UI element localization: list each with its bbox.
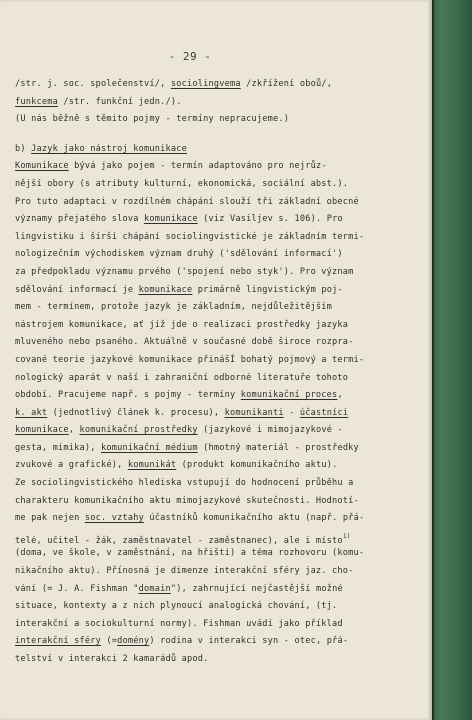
underlined-term: soc. vztahy bbox=[84, 513, 144, 524]
text-run: gesta, mimika), bbox=[15, 442, 101, 453]
underlined-term: komunikace bbox=[138, 284, 193, 295]
text-run: (produkt komunikačního aktu). bbox=[176, 460, 338, 471]
text-line bbox=[15, 528, 425, 546]
underlined-term: interakční sféry bbox=[15, 636, 101, 647]
text-run: účastníků komunikačního aktu (např. přá- bbox=[144, 513, 365, 524]
text-line bbox=[15, 264, 425, 282]
text-run: cované teorie jazykové komunikace přinášÍ bohatý pojmový a termi- bbox=[15, 354, 365, 365]
text-line bbox=[15, 493, 425, 511]
underlined-term: komunikační proces bbox=[240, 390, 338, 401]
text-line bbox=[15, 111, 425, 129]
text-line bbox=[15, 282, 425, 300]
text-run: , bbox=[68, 425, 80, 436]
text-run: (jazykové i mimojazykové - bbox=[197, 425, 343, 436]
text-run: sdělování informací je bbox=[15, 284, 139, 295]
footnote-marker: 1) bbox=[342, 532, 351, 540]
text-run: ) rodina v interakci syn - otec, přá- bbox=[149, 636, 349, 647]
book-cover bbox=[432, 0, 472, 720]
text-run: (jednotlivý článek k. procesu), bbox=[47, 407, 225, 418]
text-run: /str. j. soc. společenství/, bbox=[15, 79, 171, 89]
text-run: (= bbox=[100, 636, 118, 647]
text-line bbox=[15, 440, 425, 458]
text-run: nější obory (s atributy kulturní, ekonomická, sociální abst.). bbox=[15, 178, 349, 189]
underlined-term: komunikační prostředky bbox=[79, 425, 198, 436]
underlined-term: funkcema bbox=[15, 96, 58, 107]
typewritten-text bbox=[15, 76, 425, 669]
text-line bbox=[15, 211, 425, 229]
underlined-term: komunikační médium bbox=[100, 442, 198, 453]
text-run: vání (= J. A. Fishman " bbox=[15, 583, 139, 594]
underlined-term: Jazyk jako nástroj komunikace bbox=[31, 143, 187, 154]
text-line bbox=[15, 457, 425, 475]
text-line bbox=[15, 141, 425, 159]
text-run: nástrojem komunikace, ať již jde o realizaci prostředky jazyka bbox=[15, 319, 349, 330]
text-run: me pak nejen bbox=[15, 513, 85, 524]
text-run: charakteru komunikačního aktu mimojazykové skutečnosti. Hodnotí- bbox=[15, 495, 359, 506]
text-line bbox=[15, 563, 425, 581]
text-run: lingvistiku i širší chápání sociolingvistické je základním termi- bbox=[15, 231, 365, 242]
text-run: významy přejatého slova bbox=[15, 214, 144, 225]
underlined-term: komunikát bbox=[127, 460, 177, 471]
text-line bbox=[15, 616, 425, 634]
text-line bbox=[15, 94, 425, 112]
text-run: , bbox=[337, 390, 343, 401]
text-line bbox=[15, 475, 425, 493]
text-run: (viz Vasiljev s. 106). Pro bbox=[197, 214, 343, 225]
text-run: telé, učitel - žák, zaměstnavatel - zaměstnanec), ale i místo bbox=[15, 535, 343, 546]
text-line bbox=[15, 370, 425, 388]
text-run: primárně lingvistickým poj- bbox=[192, 284, 343, 295]
text-run: nologizečním východiskem význam druhý ('sdělování informací') bbox=[15, 249, 343, 260]
page-number: - 29 - bbox=[168, 50, 212, 63]
underlined-term: domény bbox=[117, 636, 150, 647]
text-line bbox=[15, 581, 425, 599]
text-run: (U nás běžně s těmito pojmy - termíny nepracujeme.) bbox=[15, 114, 290, 125]
text-run: zvukové a grafické), bbox=[15, 460, 128, 471]
text-run: za předpokladu významu prvého ('spojení nebo styk'). Pro význam bbox=[15, 266, 354, 277]
text-run: telství v interakci 2 kamarádů apod. bbox=[15, 654, 209, 664]
paragraph-gap bbox=[15, 129, 425, 141]
underlined-term: k. akt bbox=[15, 407, 48, 418]
text-run: bývá jako pojem - termín adaptováno pro nejrůz- bbox=[68, 161, 327, 172]
text-run: Pro tuto adaptaci v rozdílném chápání slouží tři základní obecné bbox=[15, 196, 359, 207]
text-run: nologický aparát v naší i zahraniční odborné literatuře tohoto bbox=[15, 372, 349, 383]
text-line bbox=[15, 317, 425, 335]
underlined-term: komunikace bbox=[143, 214, 198, 225]
text-line bbox=[15, 633, 425, 651]
text-line bbox=[15, 194, 425, 212]
text-run: /zkřížení oboů/, bbox=[240, 79, 333, 89]
text-run: "), zahrnující nejčastější možné bbox=[170, 583, 343, 594]
text-line bbox=[15, 176, 425, 194]
text-run: mluveného nebo psaného. Aktuálně v současné době široce rozpra- bbox=[15, 337, 354, 348]
underlined-term: komunikanti bbox=[224, 407, 284, 418]
text-run: období. Pracujeme např. s pojmy - termíny bbox=[15, 390, 241, 401]
text-run: interakční a sociokulturní normy). Fishman uvádí jako příklad bbox=[15, 618, 343, 629]
text-run: - bbox=[283, 407, 300, 418]
text-line bbox=[15, 158, 425, 176]
text-line bbox=[15, 352, 425, 370]
text-line bbox=[15, 229, 425, 247]
text-line bbox=[15, 334, 425, 352]
text-run: nikačního aktu). Přínosná je dimenze interakční sféry jaz. cho- bbox=[15, 566, 354, 577]
text-run: b) bbox=[15, 143, 32, 154]
text-line bbox=[15, 422, 425, 440]
text-line bbox=[15, 387, 425, 405]
text-line bbox=[15, 405, 425, 423]
text-line bbox=[15, 299, 425, 317]
text-run: mem - termínem, protože jazyk je základním, nejdůležitějším bbox=[15, 302, 333, 313]
text-line bbox=[15, 510, 425, 528]
text-line bbox=[15, 246, 425, 264]
text-line bbox=[15, 545, 425, 563]
text-run: /str. funkční jedn./). bbox=[58, 96, 182, 107]
underlined-term: domain bbox=[138, 583, 171, 594]
text-run: (doma, ve škole, v zaměstnání, na hřišti) a téma rozhovoru (komu- bbox=[15, 548, 365, 559]
text-run: situace, kontexty a z nich plynoucí analogická chování, (tj. bbox=[15, 601, 338, 612]
text-run: Ze sociolingvistického hlediska vstupují do hodnocení průběhu a bbox=[15, 478, 354, 489]
text-line bbox=[15, 651, 425, 669]
text-line bbox=[15, 598, 425, 616]
underlined-term: sociolingvema bbox=[170, 79, 241, 89]
text-run: (hmotný materiál - prostředky bbox=[197, 442, 359, 453]
underlined-term: komunikace bbox=[15, 425, 69, 436]
text-line bbox=[15, 76, 425, 94]
underlined-term: Komunikace bbox=[15, 161, 69, 172]
underlined-term: účastníci bbox=[299, 407, 349, 418]
